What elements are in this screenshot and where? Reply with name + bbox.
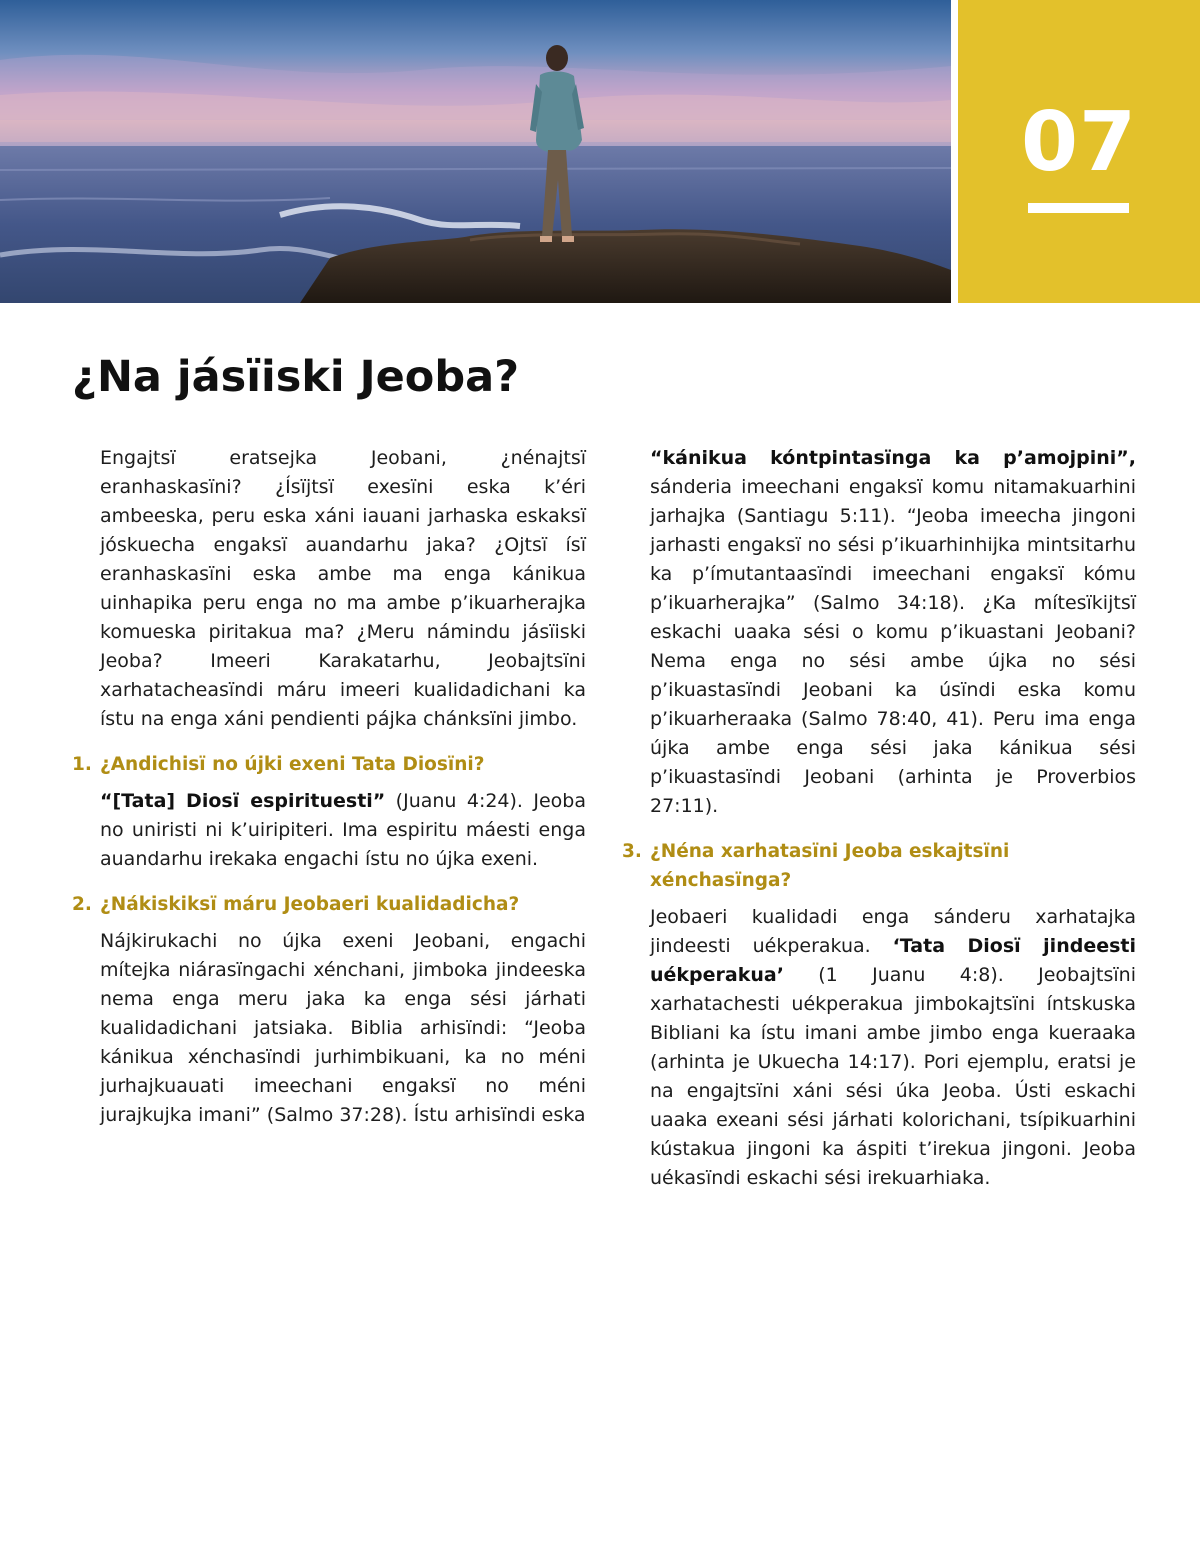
- question-2-number: 2.: [72, 894, 92, 915]
- page-title: ¿Na jásïiski Jeoba?: [72, 352, 520, 402]
- answer-2-continued-bold: “kánikua kóntpintasïnga ka p’amojpini”,: [650, 447, 1136, 469]
- answer-3-bold: ‘Tata Diosï jindeesti uékperakua’: [650, 935, 1136, 986]
- left-column: [72, 444, 586, 1130]
- answer-3-text: (1 Juanu 4:8). Jeobajtsïni xarhatachesti uékperakua jimbokajtsïni íntskuska Bibliani ka ístu imani ambe jimbo enga kueraaka (arhinta je Ukuecha 14:17). Pori ejemplu, eratsi je na engajtsïni xáni sési úka Jeoba. Ústi eskachi uaaka exeani sési járhati kolorichani, tsípikuarhini kústakua jingoni ka áspiti t’irekua jingoni. Jeoba uékasïndi eskachi sési irekuarhiaka.: [650, 964, 1136, 1189]
- question-1: [72, 750, 586, 779]
- chapter-underline: [1028, 203, 1129, 213]
- answer-1-text: (Juanu 4:24). Jeoba no uniristi ni k’uiripiteri. Ima espiritu máesti enga auandarhu irekaka engachi ístu no újka exeni.: [100, 790, 586, 870]
- chapter-number: 07: [1020, 95, 1138, 190]
- answer-1: [72, 787, 586, 874]
- question-3-text: ¿Néna xarhatasïni Jeoba eskajtsïni xénchasïnga?: [650, 841, 1010, 891]
- question-2-text: ¿Nákiskiksï máru Jeobaeri kualidadicha?: [100, 894, 520, 915]
- answer-2: Nájkirukachi no újka exeni Jeobani, engachi mítejka niárasïngachi xénchani, jimboka jindeeska nema enga meru jaka ka enga sési járhati kualidadichani jatsiaka. Biblia arhisïndi: “Jeoba kánikua xénchasïndi jurhimbikuani, ka no méni jurhajkuauati imeechani engaksï no méni jurajkujka imani” (Salmo 37:28). Ístu arhisïndi eska: [100, 930, 586, 1126]
- right-column: [622, 444, 1136, 1193]
- answer-2-continued-text: sánderia imeechani engaksï komu nitamakuarhini jarhajka (Santiagu 5:11). “Jeoba imeecha jingoni jarhasti engaksï no sési p’ikuarhinhijka mintsitarhu ka p’ímutantaasïndi imeechani engaksï kómu p’ikuarherajka” (Salmo 34:18). ¿Ka mítesïkijtsï eskachi uaaka sési o komu p’ikuastani Jeobani? Nema enga no sési ambe újka no sési p’ikuastasïndi Jeobani ka úsïndi eska komu p’ikuarheraaka (Salmo 78:40, 41). Peru ima enga újka ambe enga sési jaka kánikua sési p’ikuastasïndi Jeobani (arhinta je Proverbios 27:11).: [650, 476, 1136, 817]
- question-1-text: ¿Andichisï no újki exeni Tata Diosïni?: [100, 754, 485, 775]
- hero-photo: [0, 0, 951, 303]
- chapter-number-block: [958, 0, 1200, 303]
- answer-3: [622, 903, 1136, 1193]
- intro-paragraph: Engajtsï eratsejka Jeobani, ¿nénajtsï eranhaskasïni? ¿Ísïjtsï exesïni eska k’éri ambeeska, peru eska xáni iauani jarhaska eskaksï jóskuecha engaksï auandarhu jaka? ¿Ojtsï ísï eranhaskasïni eska ambe ma enga kánikua uinhapika peru enga no ma ambe p’ikuarherajka komueska piritakua ma? ¿Meru námindu jásïiski Jeoba? Imeeri Karakatarhu, Jeobajtsïni xarhatacheasïndi máru imeeri kualidadichani ka ístu na enga xáni pendienti pájka chánksïni jimbo.: [100, 447, 586, 730]
- question-3-number: 3.: [622, 841, 642, 862]
- hero-illustration: [0, 0, 951, 303]
- answer-1-bold: “[Tata] Diosï espirituesti”: [100, 790, 386, 812]
- answer-3-lead: Jeobaeri kualidadi enga sánderu xarhatajka jindeesti uékperakua.: [650, 906, 1136, 957]
- question-3: [622, 837, 1136, 895]
- question-1-number: 1.: [72, 754, 92, 775]
- answer-2-continued: [622, 444, 1136, 821]
- question-2: [72, 890, 586, 919]
